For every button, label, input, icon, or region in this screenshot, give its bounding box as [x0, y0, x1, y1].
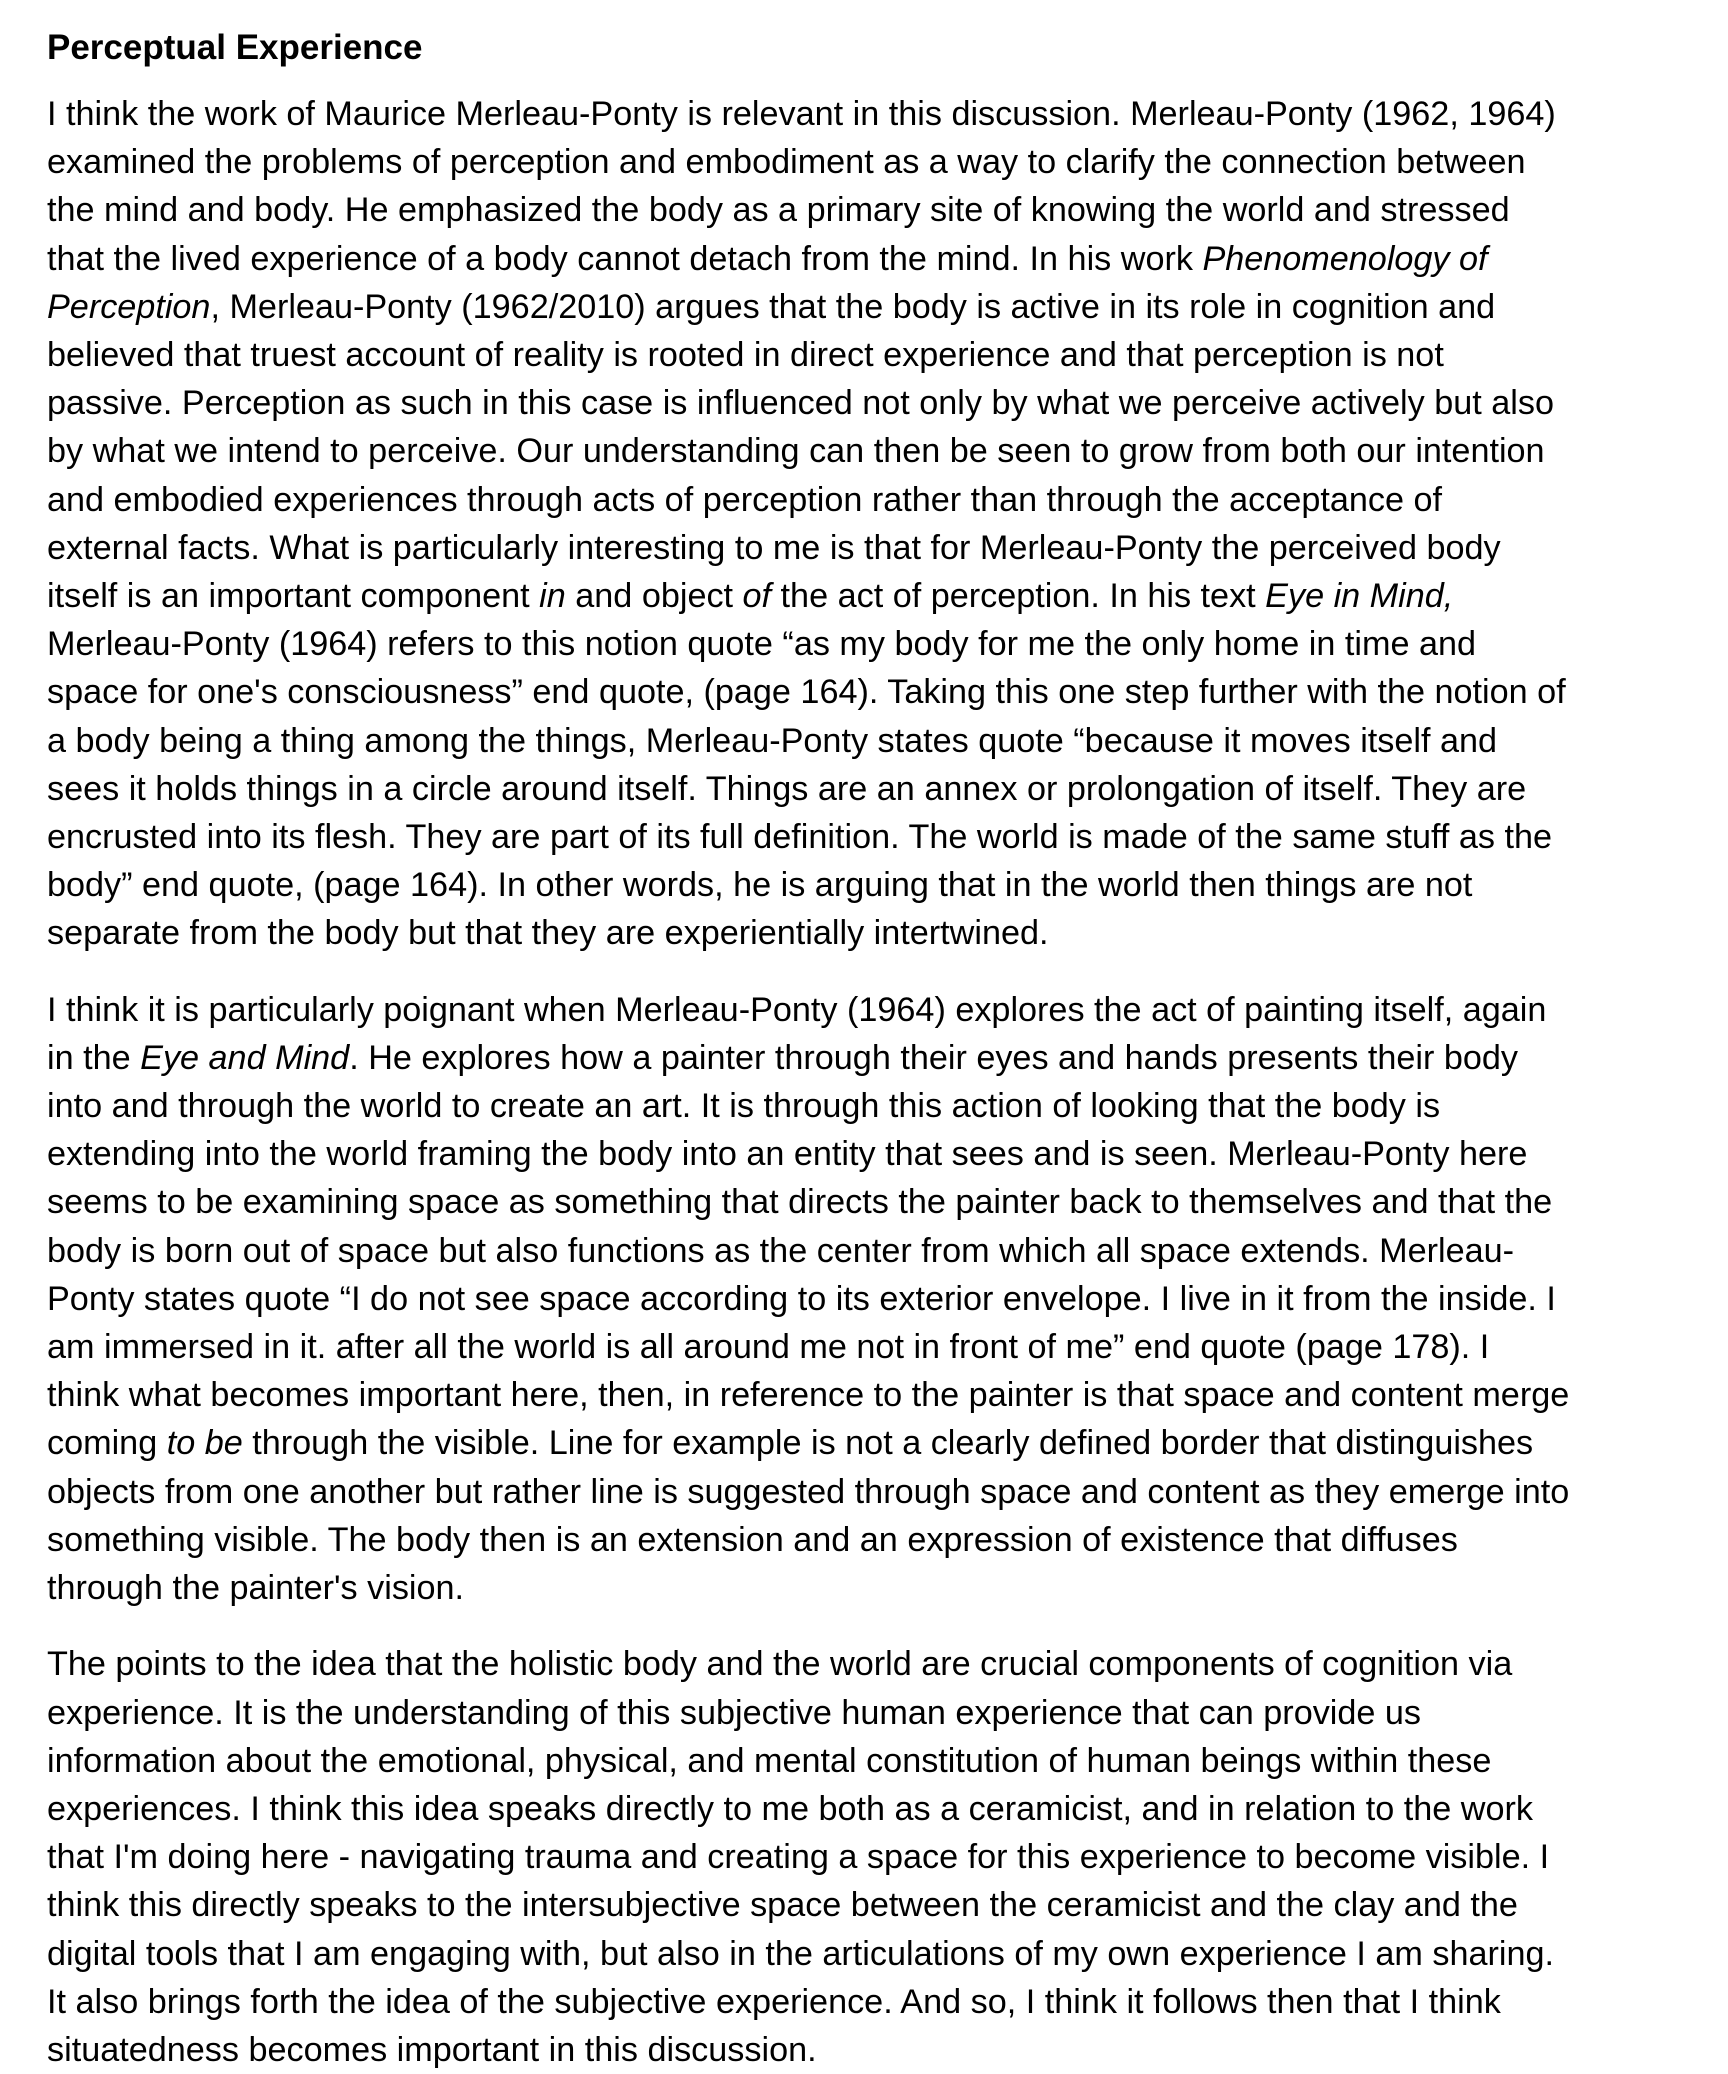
text-run: objects from one another but rather line is suggested through space and content as they emerge into: [47, 1472, 1570, 1511]
text-run: I think the work of Maurice Merleau-Ponty is relevant in this discussion. Merleau-Ponty (1962, 1964): [47, 95, 1556, 133]
text-line: [47, 1178, 1688, 1226]
text-line: [47, 1516, 1688, 1564]
text-run: passive. Perception as such in this case is influenced not only by what we perceive actively but also: [47, 384, 1554, 423]
text-run: that I'm doing here - navigating trauma and creating a space for this experience to become visible. I: [47, 1838, 1550, 1877]
text-run: sees it holds things in a circle around itself. Things are an annex or prolongation of itself. They are: [47, 769, 1527, 808]
text-line: [47, 1227, 1688, 1275]
text-line: [47, 1082, 1688, 1130]
text-line: [47, 717, 1688, 765]
paragraph-2: [47, 986, 1688, 1613]
text-run: seems to be examining space as something that directs the painter back to themselves and that the: [47, 1183, 1553, 1222]
italic-title: Eye and Mind: [140, 1038, 350, 1077]
text-line: [47, 524, 1688, 572]
text-line: [47, 1785, 1688, 1833]
text-run: believed that truest account of reality is rooted in direct experience and that perception is not: [47, 336, 1444, 375]
text-run: examined the problems of perception and embodiment as a way to clarify the connection between: [47, 143, 1526, 182]
text-line: [47, 1130, 1688, 1178]
paragraph-3: [47, 1640, 1688, 2074]
text-line: [47, 331, 1688, 379]
text-run: that the lived experience of a body cannot detach from the mind. In his work: [47, 239, 1203, 278]
text-line: [47, 1371, 1688, 1419]
text-run: experiences. I think this idea speaks directly to me both as a ceramicist, and in relation to the work: [47, 1789, 1533, 1828]
text-run: body” end quote, (page 164). In other words, he is arguing that in the world then things are not: [47, 866, 1473, 905]
text-line: [47, 1833, 1688, 1881]
text-line: [47, 138, 1688, 186]
italic-title: to be: [166, 1424, 243, 1463]
text-line: [47, 1689, 1688, 1737]
paragraph-1: [47, 90, 1688, 958]
text-line: [47, 813, 1688, 861]
text-line: [47, 1881, 1688, 1929]
text-line: [47, 1468, 1688, 1516]
text-run: into and through the world to create an art. It is through this action of looking that the body is: [47, 1087, 1441, 1126]
text-run: coming: [47, 1424, 167, 1463]
text-run: information about the emotional, physical, and mental constitution of human beings within these: [47, 1741, 1492, 1780]
text-run: . He explores how a painter through their eyes and hands presents their body: [349, 1038, 1518, 1077]
text-line: [47, 1419, 1688, 1467]
text-run: extending into the world framing the body into an entity that sees and is seen. Merleau-Ponty here: [47, 1135, 1528, 1174]
text-run: the mind and body. He emphasized the body as a primary site of knowing the world and stressed: [47, 191, 1510, 230]
text-run: body is born out of space but also functions as the center from which all space extends. Merleau-: [47, 1231, 1515, 1270]
italic-title: Perception: [47, 287, 211, 326]
italic-title: in: [539, 577, 566, 616]
text-line: [47, 1737, 1688, 1785]
text-line: [47, 1978, 1688, 2026]
text-run: the act of perception. In his text: [771, 577, 1266, 616]
text-run: space for one's consciousness” end quote, (page 164). Taking this one step further with the notion of: [47, 673, 1566, 712]
text-run: separate from the body but that they are experientially intertwined.: [47, 914, 1049, 953]
text-run: encrusted into its flesh. They are part of its full definition. The world is made of the same stuff as the: [47, 818, 1553, 857]
text-run: in the: [47, 1038, 141, 1077]
text-run: , Merleau-Ponty (1962/2010) argues that the body is active in its role in cognition and: [210, 287, 1496, 326]
text-run: The points to the idea that the holistic body and the world are crucial components of cognition via: [47, 1645, 1513, 1684]
text-line: [47, 1930, 1688, 1978]
text-line: [47, 668, 1688, 716]
text-run: situatedness becomes important in this discussion.: [47, 2030, 817, 2069]
text-line: [47, 1275, 1688, 1323]
text-run: and embodied experiences through acts of perception rather than through the acceptance of: [47, 480, 1443, 519]
italic-title: Eye in Mind,: [1265, 577, 1454, 616]
text-run: by what we intend to perceive. Our understanding can then be seen to grow from both our intention: [47, 432, 1545, 471]
text-run: think what becomes important here, then, in reference to the painter is that space and content merge: [47, 1376, 1570, 1415]
text-line: [47, 1034, 1688, 1082]
text-run: through the painter's vision.: [47, 1569, 465, 1608]
text-line: [47, 765, 1688, 813]
text-line: [47, 235, 1688, 283]
text-run: external facts. What is particularly interesting to me is that for Merleau-Ponty the perceived body: [47, 528, 1501, 567]
text-run: through the visible. Line for example is not a clearly defined border that distinguishes: [242, 1424, 1534, 1463]
italic-title: Phenomenology of: [1202, 239, 1488, 278]
text-line: [47, 476, 1688, 524]
italic-title: of: [742, 577, 772, 616]
body-text: [47, 90, 1688, 2074]
text-run: I think it is particularly poignant when Merleau-Ponty (1964) explores the act of painting itself, again: [47, 990, 1547, 1029]
text-line: [47, 909, 1688, 957]
text-line: [47, 1323, 1688, 1371]
text-run: am immersed in it. after all the world is all around me not in front of me” end quote (page 178). I: [47, 1328, 1490, 1367]
text-run: experience. It is the understanding of this subjective human experience that can provide us: [47, 1693, 1422, 1732]
text-line: [47, 1640, 1688, 1688]
text-line: [47, 1564, 1688, 1612]
text-run: Ponty states quote “I do not see space according to its exterior envelope. I live in it from the inside. I: [47, 1279, 1556, 1318]
section-heading: Perceptual Experience: [47, 28, 423, 67]
text-line: [47, 861, 1688, 909]
text-line: [47, 986, 1688, 1034]
text-run: itself is an important component: [47, 577, 540, 616]
text-line: [47, 620, 1688, 668]
text-line: [47, 427, 1688, 475]
text-run: It also brings forth the idea of the subjective experience. And so, I think it follows then that I think: [47, 1982, 1501, 2021]
text-run: Merleau-Ponty (1964) refers to this notion quote “as my body for me the only home in time and: [47, 625, 1476, 664]
text-line: [47, 2026, 1688, 2074]
text-line: [47, 572, 1688, 620]
text-run: something visible. The body then is an extension and an expression of existence that diffuses: [47, 1520, 1458, 1559]
text-run: digital tools that I am engaging with, but also in the articulations of my own experience I am sharing.: [47, 1934, 1554, 1973]
text-line: [47, 283, 1688, 331]
text-line: [47, 186, 1688, 234]
text-run: and object: [565, 577, 743, 616]
text-run: think this directly speaks to the intersubjective space between the ceramicist and the clay and the: [47, 1886, 1518, 1925]
text-line: [47, 379, 1688, 427]
text-run: a body being a thing among the things, Merleau-Ponty states quote “because it moves itself and: [47, 721, 1498, 760]
text-line: [47, 90, 1688, 138]
